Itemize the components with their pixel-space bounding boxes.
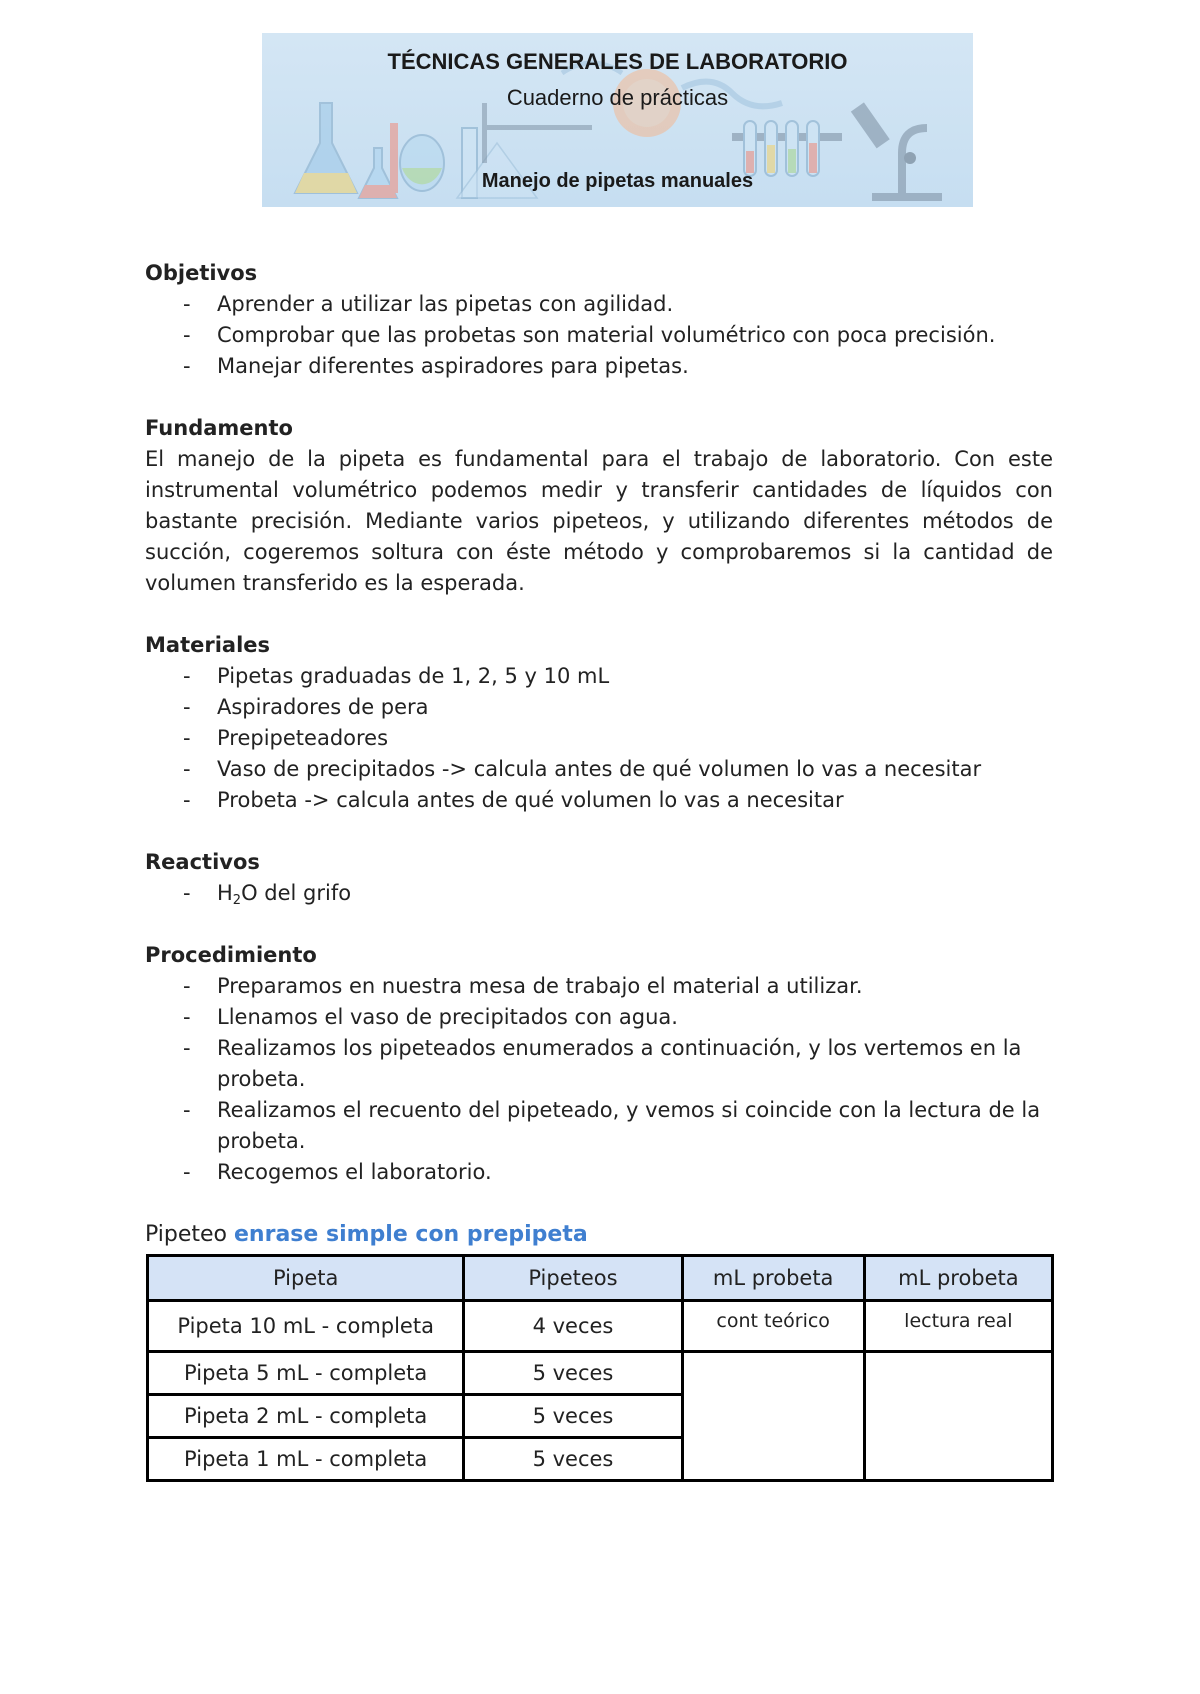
pipeteo-table <box>146 1254 1054 1482</box>
list-item: - Vaso de precipitados -> calcula antes de qué volumen lo vas a necesitar <box>145 754 1053 785</box>
list-item: - Realizamos el recuento del pipeteado, y vemos si coincide con la lectura de la probeta. <box>145 1095 1053 1157</box>
table-row <box>148 1352 1053 1395</box>
table-header-row <box>148 1256 1053 1301</box>
section-title-materiales: Materiales <box>145 633 271 657</box>
table-header-cell: Pipeteos <box>464 1256 682 1301</box>
table-subheader-cell: lectura real <box>864 1301 1052 1352</box>
header-topic: Manejo de pipetas manuales <box>481 170 754 192</box>
table-cell: Pipeta 1 mL - completa <box>148 1438 464 1481</box>
list-item: - Probeta -> calcula antes de qué volumen lo vas a necesitar <box>145 785 1053 816</box>
header-subtitle: Cuaderno de prácticas <box>506 85 729 110</box>
list-item: - Pipetas graduadas de 1, 2, 5 y 10 mL <box>145 661 1053 692</box>
table-row <box>148 1301 1053 1352</box>
list-item: - Recogemos el laboratorio. <box>145 1157 1053 1188</box>
fundamento-paragraph: El manejo de la pipeta es fundamental para el trabajo de laboratorio. Con este instrumental volumétrico podemos medir y transferir cantidades de líquidos con bastante precisión. Mediante varios pipeteos, y utilizando diferentes métodos de succión, cogeremos soltura con éste método y comprobaremos si la cantidad de volumen transferido es la esperada. <box>145 447 1053 595</box>
table-cell: 5 veces <box>464 1438 682 1481</box>
table-empty-cell[interactable] <box>682 1352 864 1481</box>
list-item: - Realizamos los pipeteados enumerados a continuación, y los vertemos en la probeta. <box>145 1033 1053 1095</box>
document-body <box>145 258 1053 1188</box>
section-title-objetivos: Objetivos <box>145 261 258 285</box>
table-subheader-cell: cont teórico <box>682 1301 864 1352</box>
table-cell: 5 veces <box>464 1352 682 1395</box>
list-item: - Aprender a utilizar las pipetas con agilidad. <box>145 289 1053 320</box>
formula-rest: O del grifo <box>241 881 352 905</box>
table-cell: Pipeta 2 mL - completa <box>148 1395 464 1438</box>
list-item: - Preparamos en nuestra mesa de trabajo el material a utilizar. <box>145 971 1053 1002</box>
header-title: TÉCNICAS GENERALES DE LABORATORIO <box>387 49 848 74</box>
formula-subscript: 2 <box>232 893 242 908</box>
table-header-cell: mL probeta <box>682 1256 864 1301</box>
table-caption-accent: enrase simple con prepipeta <box>234 1222 588 1247</box>
list-item <box>145 878 1053 909</box>
table-caption-plain: Pipeteo <box>145 1222 235 1247</box>
section-title-procedimiento: Procedimiento <box>145 943 317 967</box>
header-banner <box>262 33 973 207</box>
section-title-fundamento: Fundamento <box>145 416 293 440</box>
table-cell: Pipeta 5 mL - completa <box>148 1352 464 1395</box>
list-item: - Llenamos el vaso de precipitados con agua. <box>145 1002 1053 1033</box>
procedimiento-list <box>145 971 1053 1188</box>
objetivos-list <box>145 289 1053 382</box>
table-empty-cell[interactable] <box>864 1352 1052 1481</box>
section-title-reactivos: Reactivos <box>145 850 260 874</box>
list-item: - Aspiradores de pera <box>145 692 1053 723</box>
list-item: - Prepipeteadores <box>145 723 1053 754</box>
list-item: - Manejar diferentes aspiradores para pipetas. <box>145 351 1053 382</box>
table-cell: Pipeta 10 mL - completa <box>148 1301 464 1352</box>
table-header-cell: mL probeta <box>864 1256 1052 1301</box>
materiales-list <box>145 661 1053 816</box>
formula-h: H <box>217 881 233 905</box>
table-cell: 5 veces <box>464 1395 682 1438</box>
table-header-cell: Pipeta <box>148 1256 464 1301</box>
table-cell: 4 veces <box>464 1301 682 1352</box>
list-item: - Comprobar que las probetas son material volumétrico con poca precisión. <box>145 320 1053 351</box>
table-caption <box>145 1222 588 1247</box>
reactivos-list <box>145 878 1053 909</box>
